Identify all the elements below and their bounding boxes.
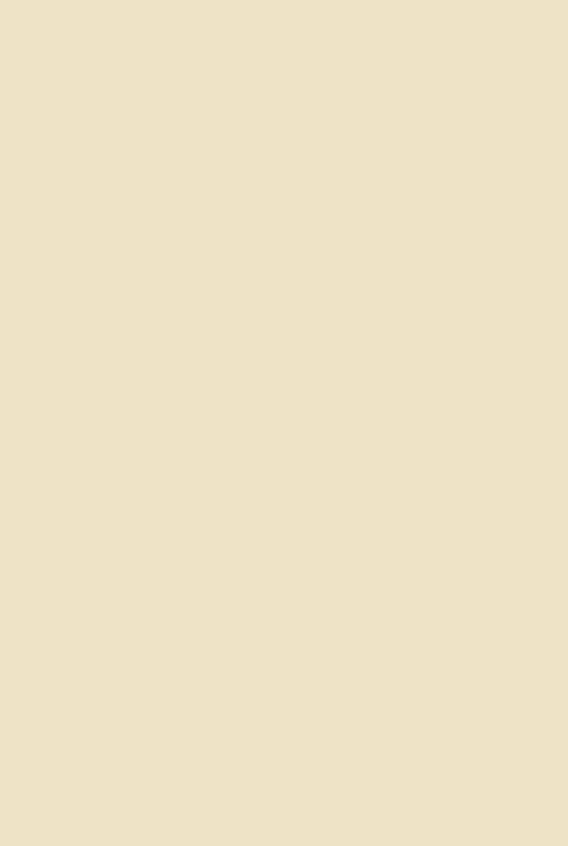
running-header (14, 3, 560, 13)
